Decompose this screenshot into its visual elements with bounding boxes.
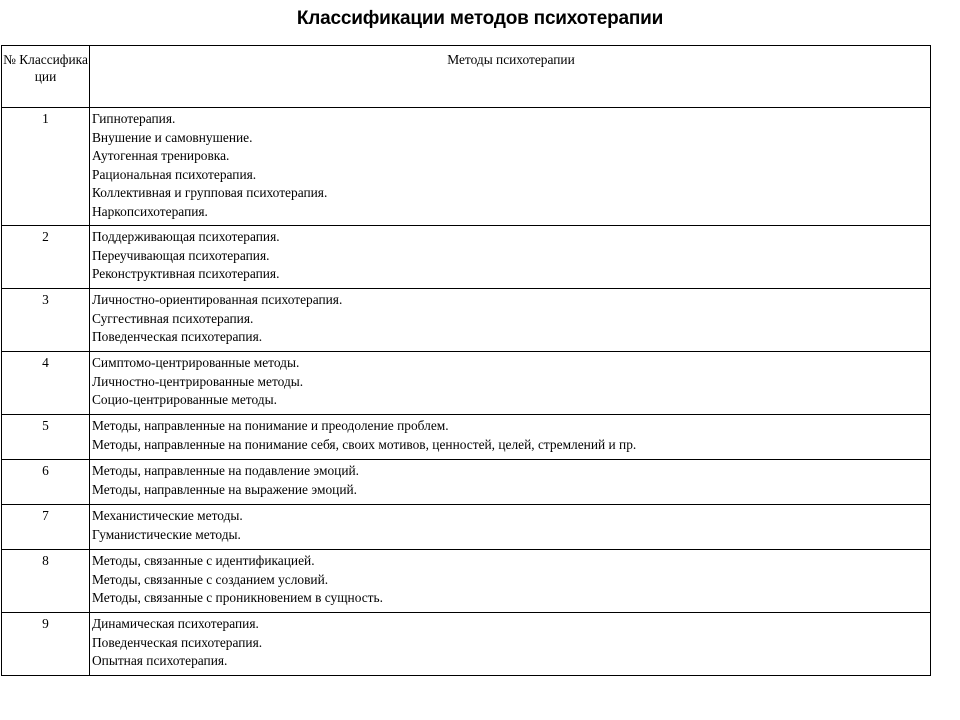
method-item: Методы, направленные на выражение эмоций. bbox=[92, 481, 357, 497]
methods-cell bbox=[90, 289, 931, 352]
method-item: Реконструктивная психотерапия. bbox=[92, 266, 280, 281]
methods-cell bbox=[90, 415, 931, 460]
classification-number: 8 bbox=[2, 550, 90, 613]
method-item: Суггестивная психотерапия. bbox=[92, 310, 254, 326]
method-item: Коллективная и групповая психотерапия. bbox=[92, 185, 328, 200]
table-row bbox=[2, 415, 931, 460]
method-item: Методы, связанные с созданием условий. bbox=[92, 571, 329, 587]
method-item: Методы, связанные с проникновением в сущность. bbox=[92, 590, 383, 605]
header-classification-number: № Классифика ции bbox=[2, 46, 90, 108]
classification-number: 3 bbox=[2, 289, 90, 352]
method-item: Поддерживающая психотерапия. bbox=[92, 229, 280, 244]
method-item: Поведенческая психотерапия. bbox=[92, 329, 263, 344]
method-item: Личностно-ориентированная психотерапия. bbox=[92, 292, 343, 307]
method-item: Поведенческая психотерапия. bbox=[92, 634, 263, 650]
table-row bbox=[2, 460, 931, 505]
table-row bbox=[2, 505, 931, 550]
method-item: Механистические методы. bbox=[92, 508, 243, 523]
method-item: Динамическая психотерапия. bbox=[92, 616, 259, 631]
header-methods: Методы психотерапии bbox=[90, 46, 931, 108]
method-item: Наркопсихотерапия. bbox=[92, 203, 208, 219]
methods-cell bbox=[90, 460, 931, 505]
table-header-row bbox=[2, 46, 931, 108]
methods-cell bbox=[90, 108, 931, 226]
method-item: Переучивающая психотерапия. bbox=[92, 247, 270, 263]
method-item: Внушение и самовнушение. bbox=[92, 129, 253, 145]
method-item: Методы, связанные с идентификацией. bbox=[92, 553, 315, 568]
classification-number: 4 bbox=[2, 352, 90, 415]
methods-cell bbox=[90, 352, 931, 415]
methods-cell bbox=[90, 226, 931, 289]
method-item: Опытная психотерапия. bbox=[92, 653, 228, 668]
methods-cell bbox=[90, 505, 931, 550]
method-item: Социо-центрированные методы. bbox=[92, 392, 277, 407]
table-row bbox=[2, 226, 931, 289]
classification-table bbox=[1, 45, 931, 676]
methods-cell bbox=[90, 613, 931, 676]
method-item: Личностно-центрированные методы. bbox=[92, 373, 304, 389]
classification-number: 5 bbox=[2, 415, 90, 460]
method-item: Методы, направленные на понимание и преодоление проблем. bbox=[92, 418, 449, 433]
table-row bbox=[2, 289, 931, 352]
method-item: Аутогенная тренировка. bbox=[92, 148, 230, 163]
classification-number: 7 bbox=[2, 505, 90, 550]
methods-cell bbox=[90, 550, 931, 613]
classification-number: 6 bbox=[2, 460, 90, 505]
method-item: Гипнотерапия. bbox=[92, 111, 176, 126]
classification-number: 1 bbox=[2, 108, 90, 226]
table-row bbox=[2, 550, 931, 613]
page-title: Классификации методов психотерапии bbox=[296, 8, 664, 29]
method-item: Методы, направленные на понимание себя, своих мотивов, ценностей, целей, стремлений и пр. bbox=[92, 436, 637, 452]
method-item: Методы, направленные на подавление эмоций. bbox=[92, 463, 360, 478]
table-row bbox=[2, 108, 931, 226]
table-row bbox=[2, 613, 931, 676]
classification-number: 9 bbox=[2, 613, 90, 676]
classification-number: 2 bbox=[2, 226, 90, 289]
method-item: Рациональная психотерапия. bbox=[92, 166, 257, 182]
table-row bbox=[2, 352, 931, 415]
method-item: Гуманистические методы. bbox=[92, 526, 241, 542]
method-item: Симптомо-центрированные методы. bbox=[92, 355, 300, 370]
